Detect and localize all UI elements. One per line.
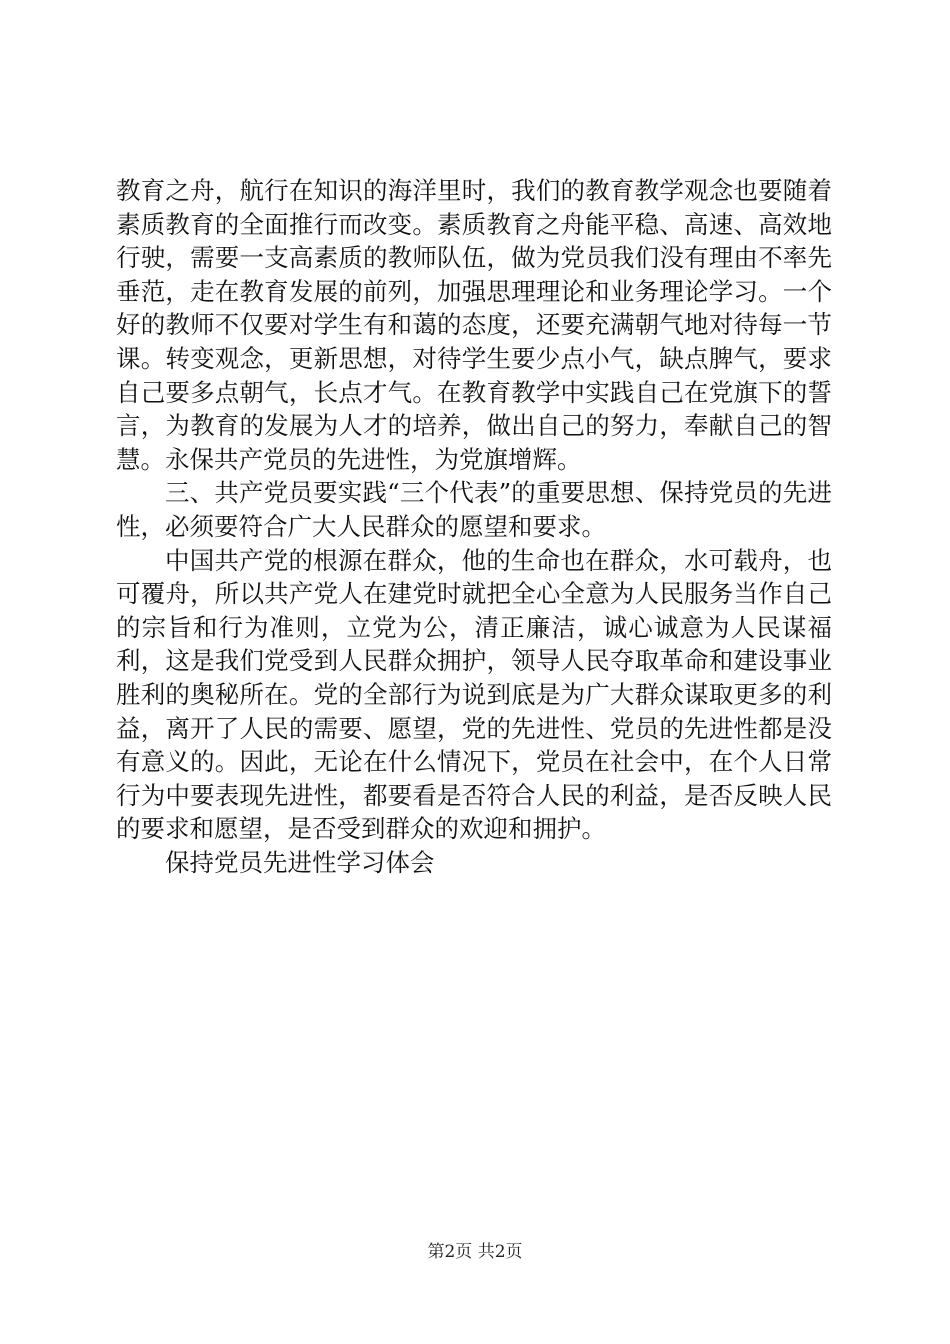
page-footer: 第2页 共2页 xyxy=(427,1242,523,1262)
paragraph-continuation: 教育之舟，航行在知识的海洋里时，我们的教育教学观念也要随着素质教育的全面推行而改变。素质教育之舟能平稳、高速、高效地行驶，需要一支高素质的教师队伍，做为党员我们没有理由不率先垂范，走在教育发展的前列，加强思理理论和业务理论学习。一个好的教师不仅要对学生有和蔼的态度，还要充满朝气地对待每一节课。转变观念，更新思想，对待学生要少点小气，缺点脾气，要求自己要多点朝气，长点才气。在教育教学中实践自己在党旗下的誓言，为教育的发展为人才的培养，做出自己的努力，奉献自己的智慧。永保共产党员的先进性，为党旗增辉。 xyxy=(116,176,832,474)
paragraph-closing-title: 保持党员先进性学习体会 xyxy=(165,847,435,877)
paragraph-section-three: 三、共产党员要实践“三个代表”的重要思想、保持党员的先进性，必须要符合广大人民群众的愿望和要求。 xyxy=(116,478,832,541)
document-body xyxy=(116,174,832,879)
paragraph-roots: 中国共产党的根源在群众，他的生命也在群众，水可载舟，也可覆舟，所以共产党人在建党时就把全心全意为人民服务当作自己的宗旨和行为准则，立党为公，清正廉洁，诚心诚意为人民谋福利，这是我们党受到人民群众拥护，领导人民夺取革命和建设事业胜利的奥秘所在。党的全部行为说到底是为广大群众谋取更多的利益，离开了人民的需要、愿望，党的先进性、党员的先进性都是没有意义的。因此，无论在什么情况下，党员在社会中，在个人日常行为中要表现先进性，都要看是否符合人民的利益，是否反映人民的要求和愿望，是否受到群众的欢迎和拥护。 xyxy=(116,545,832,844)
